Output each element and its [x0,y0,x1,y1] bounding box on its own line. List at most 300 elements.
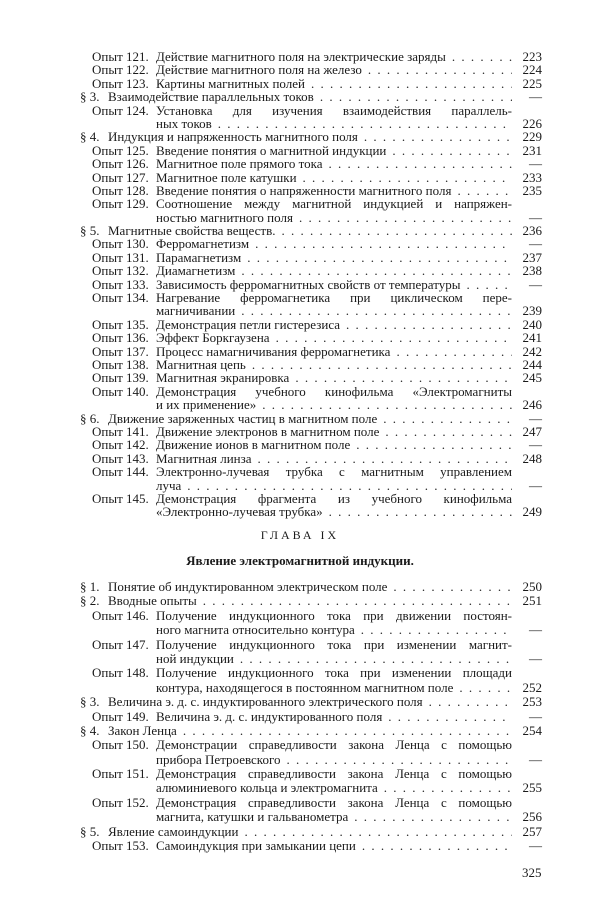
toc-experiment-entry[interactable] [80,345,542,358]
entry-page: — [529,437,542,453]
dot-leader [323,505,512,518]
entry-number-text: Опыт 128. [92,182,149,198]
toc-line [80,398,542,411]
entry-page: 256 [522,809,542,825]
entry-page: — [529,622,542,638]
toc-experiment-entry[interactable] [80,171,542,184]
dot-leader [270,331,512,344]
entry-number [92,465,156,478]
toc-experiment-entry[interactable] [80,492,542,519]
toc-section-entry[interactable] [80,594,542,608]
entry-page [512,104,542,117]
entry-page: — [529,89,542,105]
toc-line [80,479,542,492]
toc-section-entry[interactable] [80,825,542,839]
dot-leader [181,479,512,492]
toc-block-chapter-9 [80,580,542,853]
entry-title: Движение заряженных частиц в магнитном поле [108,410,378,426]
toc-line [80,197,542,210]
entry-title: Вводные опыты [108,593,197,609]
dot-leader [348,810,512,824]
entry-number [92,197,156,210]
entry-page: 225 [522,75,542,91]
entry-number-text: Опыт 141. [92,423,149,439]
toc-experiment-entry[interactable] [80,738,542,767]
entry-number-text: Опыт 146. [92,607,149,623]
entry-title: Демонстрация справедливости закона Ленца с помощью [156,766,512,782]
toc-experiment-entry[interactable] [80,264,542,277]
entry-page: 238 [522,263,542,279]
toc-line [80,839,542,853]
entry-number [92,371,156,384]
entry-page [512,767,542,781]
dot-leader [235,264,512,277]
toc-line [80,385,542,398]
toc-section-entry[interactable] [80,695,542,709]
entry-title: Процесс намагничивания ферромагнетика [156,343,391,359]
entry-number [92,331,156,344]
entry-number [92,710,156,724]
toc-section-entry[interactable] [80,90,542,103]
entry-number-text: Опыт 139. [92,370,149,386]
dot-leader [386,144,512,157]
toc-line [80,412,542,425]
dot-leader [256,398,512,411]
dot-leader [212,117,512,130]
entry-title: Действие магнитного поля на железо [156,62,362,78]
entry-title: и их применение» [156,397,257,413]
entry-number-text: Опыт 150. [92,737,149,753]
dot-leader [355,623,512,637]
entry-number-text: Опыт 138. [92,356,149,372]
toc-line [80,184,542,197]
entry-page [512,465,542,478]
entry-page: 253 [522,694,542,710]
entry-number-text: Опыт 132. [92,263,149,279]
toc-line [80,50,542,63]
dot-leader [246,358,512,371]
toc-line [80,237,542,250]
toc-experiment-entry[interactable] [80,767,542,796]
entry-title: луча [156,477,182,493]
toc-line [80,492,542,505]
toc-line [80,594,542,608]
entry-page: — [529,708,542,724]
toc-line [80,738,542,752]
entry-number [92,452,156,465]
entry-page: 240 [522,316,542,332]
toc-section-entry[interactable] [80,724,542,738]
entry-number-text: Опыт 126. [92,156,149,172]
entry-title: Введение понятия о магнитной индукции [156,142,387,158]
entry-number [92,492,156,505]
entry-page: 245 [522,370,542,386]
entry-number-text: § 3. [80,694,100,710]
entry-number [92,438,156,451]
toc-experiment-entry[interactable] [80,358,542,371]
entry-title: Соотношение между магнитной индукцией и напряжен- [156,196,512,212]
toc-line [80,623,542,637]
entry-page: 242 [522,343,542,359]
entry-title: Введение понятия о напряженности магнитного поля [156,182,452,198]
toc-experiment-entry[interactable] [80,77,542,90]
entry-number-text: Опыт 136. [92,330,149,346]
entry-page: 255 [522,780,542,796]
entry-page: — [529,156,542,172]
entry-title: Магнитная цепь [156,356,246,372]
toc-line [80,345,542,358]
toc-line [80,104,542,117]
entry-title: Диамагнетизм [156,263,236,279]
entry-number-text: Опыт 125. [92,142,149,158]
toc-line [80,652,542,666]
entry-title: Демонстрация фрагмента из учебного кинофильма [156,490,512,506]
entry-title: Получение индукционного тока при движении постоян- [156,607,512,623]
dot-leader [314,90,512,103]
dot-leader [323,157,512,170]
entry-number-text: Опыт 144. [92,464,149,480]
entry-number [92,171,156,184]
entry-page: 237 [522,249,542,265]
entry-number [92,291,156,304]
toc-experiment-entry[interactable] [80,609,542,638]
toc-line [80,609,542,623]
dot-leader [377,412,512,425]
entry-number [92,318,156,331]
toc-line [80,211,542,224]
chapter-heading: ГЛАВА IX [260,528,340,542]
toc-line [80,157,542,170]
entry-number-text: § 4. [80,129,100,145]
toc-section-entry[interactable] [80,130,542,143]
entry-page [512,385,542,398]
toc-experiment-entry[interactable] [80,157,542,170]
entry-title: Получение индукционного тока при изменении магнит- [156,636,512,652]
entry-number-text: Опыт 134. [92,290,149,306]
toc-line [80,666,542,680]
toc-experiment-entry[interactable] [80,197,542,224]
entry-page: 252 [522,679,542,695]
dot-leader [387,580,512,594]
entry-title: Магнитная экранировка [156,370,290,386]
dot-leader [297,171,512,184]
toc-line [80,452,542,465]
entry-page: 239 [522,303,542,319]
toc-experiment-entry[interactable] [80,452,542,465]
entry-page: — [529,838,542,854]
entry-number [92,104,156,117]
entry-page: 233 [522,169,542,185]
entry-number-text: § 6. [80,410,100,426]
toc-line [80,753,542,767]
toc-experiment-entry[interactable] [80,385,542,412]
toc-experiment-entry[interactable] [80,50,542,63]
toc-line [80,331,542,344]
entry-title: Эффект Боркгаузена [156,330,270,346]
toc-line [80,77,542,90]
dot-leader [350,438,512,451]
entry-title: Демонстрация учебного кинофильма «Электромагниты [156,383,512,399]
entry-number [92,50,156,63]
toc-line [80,724,542,738]
toc-experiment-entry[interactable] [80,839,542,853]
toc-section-entry[interactable] [80,224,542,237]
entry-title: ной индукции [156,650,234,666]
dot-leader [275,224,512,237]
entry-number-text: Опыт 147. [92,636,149,652]
entry-number-text: Опыт 140. [92,383,149,399]
dot-leader [382,710,512,724]
entry-title: магничивании [156,303,236,319]
entry-title: Установка для изучения взаимодействия параллель- [156,102,512,118]
entry-number-text: Опыт 148. [92,665,149,681]
dot-leader [252,452,512,465]
entry-number [92,144,156,157]
entry-title: Ферромагнетизм [156,236,250,252]
entry-title: алюминиевого кольца и электромагнита [156,780,378,796]
dot-leader [379,425,512,438]
dot-leader [390,345,512,358]
toc-section-entry[interactable] [80,580,542,594]
toc-line [80,710,542,724]
entry-page: — [529,236,542,252]
entry-title: Демонстрация петли гистерезиса [156,316,341,332]
toc-line [80,781,542,795]
entry-number-text: Опыт 149. [92,708,149,724]
entry-number-text: § 3. [80,89,100,105]
entry-number-text: Опыт 145. [92,490,149,506]
toc-line [80,171,542,184]
entry-title: Нагревание ферромагнетика при циклическом пере- [156,290,512,306]
toc-experiment-entry[interactable] [80,291,542,318]
toc-line [80,358,542,371]
entry-page: 241 [522,330,542,346]
entry-number [92,666,156,680]
entry-number [92,609,156,623]
entry-title: Магнитное поле катушки [156,169,297,185]
entry-page [512,738,542,752]
entry-title: Магнитные свойства веществ. [108,223,276,239]
entry-page [512,638,542,652]
dot-leader [235,304,512,317]
entry-page: 247 [522,423,542,439]
entry-number [92,278,156,291]
entry-number-text: § 2. [80,593,100,609]
entry-title: Понятие об индуктированном электрическом поле [108,579,388,594]
toc-experiment-entry[interactable] [80,438,542,451]
entry-page [512,492,542,505]
toc-experiment-entry[interactable] [80,331,542,344]
entry-number-text: Опыт 123. [92,75,149,91]
entry-page [512,291,542,304]
entry-page: 251 [522,593,542,609]
entry-title: Взаимодействие параллельных токов [108,89,314,105]
chapter-title: Явление электромагнитной индукции. [186,553,414,568]
toc-line [80,117,542,130]
entry-title: Электронно-лучевая трубка с магнитным управлением [156,464,512,480]
entry-number [92,345,156,358]
entry-page: 231 [522,142,542,158]
entry-number-text: Опыт 131. [92,249,149,265]
entry-page: — [529,751,542,767]
entry-number-text: Опыт 121. [92,49,149,64]
entry-number [92,385,156,398]
entry-title: Индукция и напряженность магнитного поля [108,129,358,145]
toc-line [80,63,542,76]
entry-title: Явление самоиндукции [108,823,239,839]
entry-number [92,251,156,264]
entry-title: ностью магнитного поля [156,209,293,225]
entry-title: Величина э. д. с. индуктированного электрического поля [108,694,423,710]
dot-leader [356,839,512,853]
toc-line [80,681,542,695]
entry-page: — [529,209,542,225]
toc-line [80,144,542,157]
entry-number [92,738,156,752]
dot-leader [423,695,512,709]
entry-title: Движение ионов в магнитном поле [156,437,351,453]
entry-page [512,609,542,623]
entry-page: 226 [522,115,542,131]
toc-experiment-entry[interactable] [80,371,542,384]
entry-title: ного магнита относительно контура [156,622,355,638]
toc-experiment-entry[interactable] [80,104,542,131]
page-number: 325 [522,865,542,880]
entry-page: — [529,477,542,493]
entry-title: ных токов [156,115,212,131]
entry-number [92,264,156,277]
entry-number [92,767,156,781]
toc-line [80,767,542,781]
entry-number-text: Опыт 152. [92,794,149,810]
toc-experiment-entry[interactable] [80,465,542,492]
dot-leader [378,781,512,795]
entry-page: — [529,410,542,426]
toc-line [80,291,542,304]
toc-experiment-entry[interactable] [80,638,542,667]
dot-leader [177,724,512,738]
toc-experiment-entry[interactable] [80,278,542,291]
toc-line [80,224,542,237]
entry-title: Демонстрации справедливости закона Ленца с помощью [156,737,512,753]
entry-page [512,666,542,680]
entry-number [92,839,156,853]
entry-number-text: Опыт 122. [92,62,149,78]
dot-leader [238,825,512,839]
dot-leader [241,251,512,264]
dot-leader [293,211,512,224]
dot-leader [453,681,512,695]
entry-number-text: Опыт 135. [92,316,149,332]
toc-experiment-entry[interactable] [80,425,542,438]
entry-number-text: Опыт 129. [92,196,149,212]
entry-page: 250 [522,579,542,594]
entry-title: Картины магнитных полей [156,75,305,91]
entry-number [92,796,156,810]
toc-line [80,580,542,594]
toc-line [80,318,542,331]
entry-title: Парамагнетизм [156,249,242,265]
entry-number-text: Опыт 151. [92,766,149,782]
toc-experiment-entry[interactable] [80,318,542,331]
entry-page [512,796,542,810]
entry-title: магнита, катушки и гальванометра [156,809,349,825]
entry-number [92,358,156,371]
entry-number-text: § 1. [80,579,100,594]
toc-experiment-entry[interactable] [80,237,542,250]
toc-line [80,130,542,143]
entry-number-text: Опыт 142. [92,437,149,453]
toc-line [80,638,542,652]
toc-line [80,304,542,317]
toc-experiment-entry[interactable] [80,63,542,76]
entry-number-text: Опыт 143. [92,450,149,466]
toc-experiment-entry[interactable] [80,184,542,197]
dot-leader [340,318,512,331]
toc-line [80,264,542,277]
toc-block-chapter-8 [80,50,542,519]
entry-title: «Электронно-лучевая трубка» [156,504,323,520]
entry-title: Зависимость ферромагнитных свойств от температуры [156,276,461,292]
entry-page: 249 [522,504,542,520]
toc-line [80,796,542,810]
entry-number-text: § 5. [80,223,100,239]
toc-line [80,425,542,438]
dot-leader [280,753,512,767]
entry-number-text: Опыт 133. [92,276,149,292]
entry-page: 257 [522,823,542,839]
toc-experiment-entry[interactable] [80,796,542,825]
dot-leader [362,63,512,76]
entry-title: Величина э. д. с. индуктированного поля [156,708,383,724]
dot-leader [197,594,512,608]
dot-leader [451,184,512,197]
entry-number-text: § 4. [80,722,100,738]
entry-number-text: § 5. [80,823,100,839]
entry-number-text: Опыт 124. [92,102,149,118]
entry-number [92,237,156,250]
entry-title: Закон Ленца [108,722,177,738]
toc-line [80,278,542,291]
toc-section-entry[interactable] [80,412,542,425]
entry-number [92,157,156,170]
entry-number [92,638,156,652]
entry-number-text: Опыт 127. [92,169,149,185]
entry-title: Демонстрация справедливости закона Ленца с помощью [156,794,512,810]
entry-page: — [529,276,542,292]
entry-page: 235 [522,182,542,198]
toc-line [80,505,542,518]
toc-experiment-entry[interactable] [80,666,542,695]
entry-number-text: Опыт 153. [92,838,149,854]
entry-page: 224 [522,62,542,78]
toc-experiment-entry[interactable] [80,144,542,157]
entry-number [92,184,156,197]
dot-leader [305,77,512,90]
toc-experiment-entry[interactable] [80,710,542,724]
entry-page: 223 [522,49,542,64]
entry-title: контура, находящегося в постоянном магнитном поле [156,679,454,695]
entry-title: Получение индукционного тока при изменении площади [156,665,512,681]
dot-leader [234,652,512,666]
entry-page [512,197,542,210]
entry-page: 254 [522,722,542,738]
toc-line [80,438,542,451]
entry-page: 244 [522,356,542,372]
toc-line [80,825,542,839]
entry-number-text: Опыт 130. [92,236,149,252]
toc-experiment-entry[interactable] [80,251,542,264]
